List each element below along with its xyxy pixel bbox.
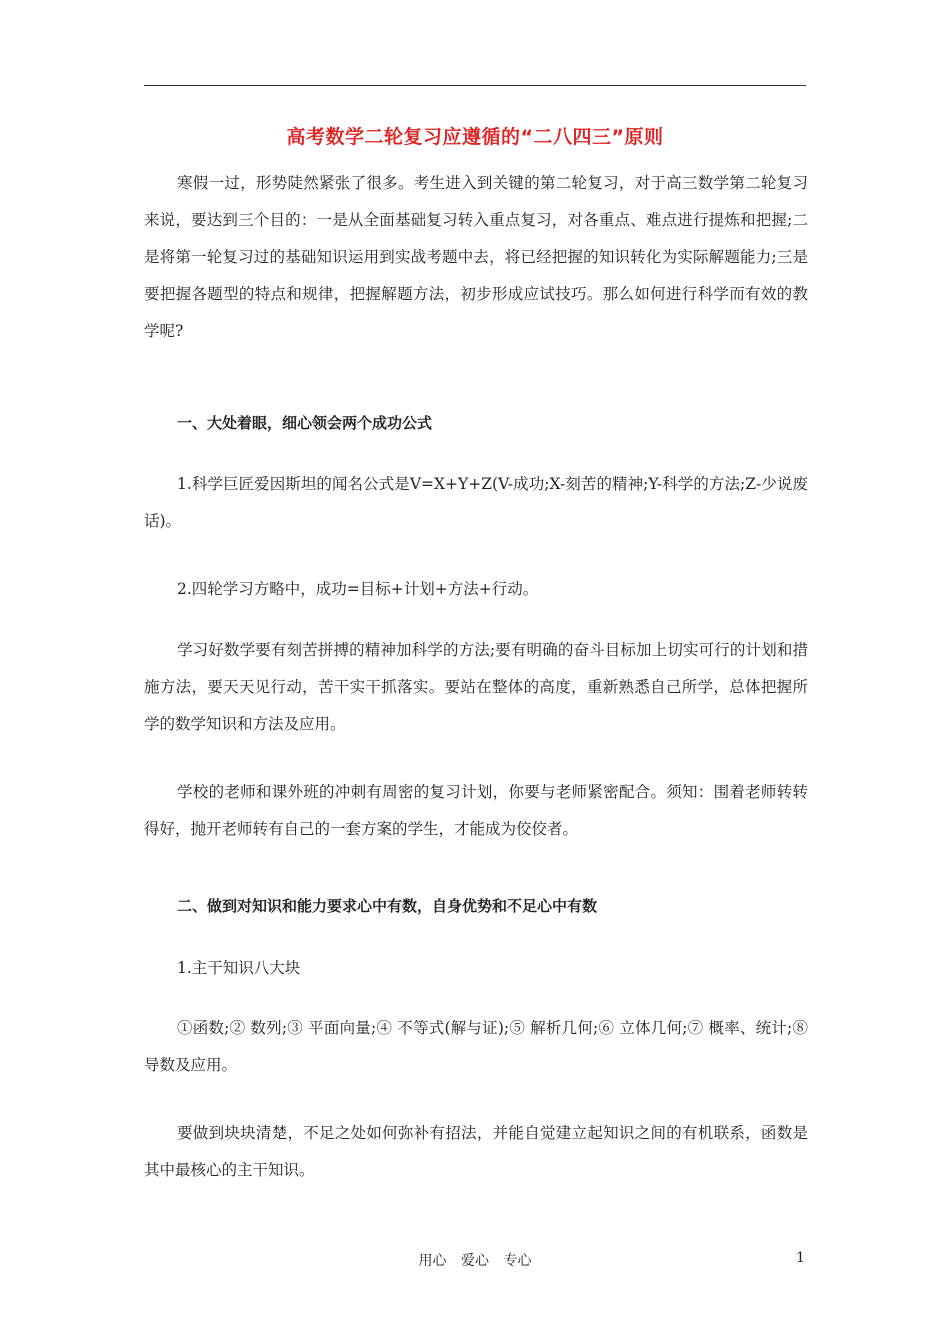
body-paragraph-function: 要做到块块清楚，不足之处如何弥补有招法，并能自觉建立起知识之间的有机联系，函数是其中最核心的主干知识。: [144, 1124, 808, 1179]
intro-paragraph: 寒假一过，形势陡然紧张了很多。考生进入到关键的第二轮复习，对于高三数学第二轮复习来说，要达到三个目的：一是从全面基础复习转入重点复习，对各重点、难点进行提炼和把握;二是将第一轮复习过的基础知识运用到实战考题中去，将已经把握的知识转化为实际解题能力;三是要把握各题型的特点和规律，把握解题方法，初步形成应试技巧。那么如何进行科学而有效的教学呢?: [144, 174, 808, 340]
formula-paragraph-1: 1.科学巨匠爱因斯坦的闻名公式是V=X+Y+Z(V-成功;X-刻苦的精神;Y-科学的方法;Z-少说废话)。: [144, 475, 808, 530]
body-paragraph-teacher: 学校的老师和课外班的冲刺有周密的复习计划，你要与老师紧密配合。须知：围着老师转转得好，抛开老师转有自己的一套方案的学生，才能成为佼佼者。: [144, 783, 808, 838]
subheading-main-knowledge: 1.主干知识八大块: [177, 959, 301, 977]
header-rule: [144, 85, 806, 86]
section-heading-1: 一、大处着眼，细心领会两个成功公式: [177, 414, 433, 432]
section-heading-2: 二、做到对知识和能力要求心中有数，自身优势和不足心中有数: [177, 897, 598, 915]
knowledge-list-paragraph: ①函数;② 数列;③ 平面向量;④ 不等式(解与证);⑤ 解析几何;⑥ 立体几何;⑦ 概率、统计;⑧ 导数及应用。: [144, 1019, 808, 1074]
page-number: 1: [796, 1250, 805, 1266]
document-title: 高考数学二轮复习应遵循的“二八四三”原则: [286, 126, 664, 148]
body-paragraph-study: 学习好数学要有刻苦拼搏的精神加科学的方法;要有明确的奋斗目标加上切实可行的计划和措施方法，要天天见行动，苦干实干抓落实。要站在整体的高度，重新熟悉自己所学，总体把握所学的数学知识和方法及应用。: [144, 641, 808, 733]
footer-slogan: 用心 爱心 专心: [418, 1253, 532, 1269]
formula-paragraph-2: 2.四轮学习方略中，成功=目标+计划+方法+行动。: [177, 580, 539, 598]
